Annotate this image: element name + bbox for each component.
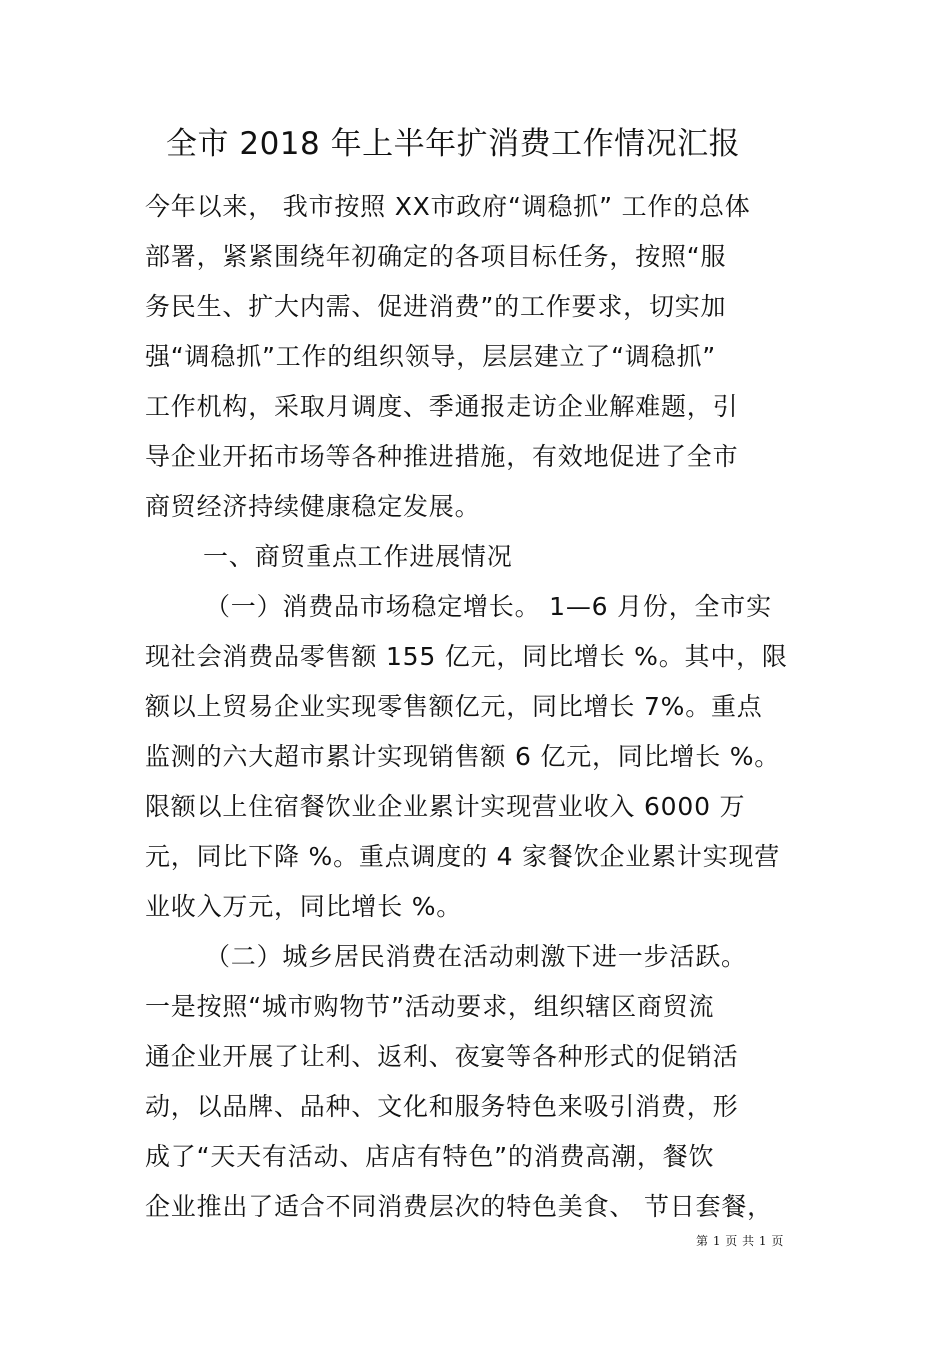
paragraph-line: 今年以来， 我市按照 XX市政府“调稳抓” 工作的总体 bbox=[145, 192, 751, 221]
paragraph-line: 导企业开拓市场等各种推进措施，有效地促进了全市 bbox=[145, 442, 739, 471]
document-title: 全市 2018 年上半年扩消费工作情况汇报 bbox=[166, 126, 741, 162]
subsection-heading: （一）消费品市场稳定增长。 1—6 月份，全市实 bbox=[205, 592, 772, 621]
paragraph-line: 业收入万元，同比增长 %。 bbox=[145, 892, 463, 921]
paragraph-line: 商贸经济持续健康稳定发展。 bbox=[145, 492, 481, 521]
paragraph-line: 务民生、扩大内需、促进消费”的工作要求，切实加 bbox=[145, 292, 727, 321]
paragraph-line: 限额以上住宿餐饮业企业累计实现营业收入 6000 万 bbox=[145, 792, 746, 821]
paragraph-line: 监测的六大超市累计实现销售额 6 亿元，同比增长 %。 bbox=[145, 742, 781, 771]
paragraph-line: 现社会消费品零售额 155 亿元，同比增长 %。其中，限 bbox=[145, 642, 788, 671]
page-number: 第 1 页 共 1 页 bbox=[696, 1234, 784, 1248]
paragraph-line: 工作机构，采取月调度、季通报走访企业解难题，引 bbox=[145, 392, 739, 421]
paragraph-line: 动，以品牌、品种、文化和服务特色来吸引消费，形 bbox=[145, 1092, 739, 1121]
paragraph-line: 通企业开展了让利、返利、夜宴等各种形式的促销活 bbox=[145, 1042, 739, 1071]
paragraph-line: 部署，紧紧围绕年初确定的各项目标任务，按照“服 bbox=[145, 242, 727, 271]
paragraph-line: 企业推出了适合不同消费层次的特色美食、 节日套餐， bbox=[145, 1192, 773, 1221]
paragraph-line: 一是按照“城市购物节”活动要求，组织辖区商贸流 bbox=[145, 992, 715, 1021]
paragraph-line: 强“调稳抓”工作的组织领导，层层建立了“调稳抓” bbox=[145, 342, 717, 371]
paragraph-line: 成了“天天有活动、店店有特色”的消费高潮，餐饮 bbox=[145, 1142, 715, 1171]
subsection-heading: （二）城乡居民消费在活动刺激下进一步活跃。 bbox=[205, 942, 747, 971]
paragraph-line: 元，同比下降 %。重点调度的 4 家餐饮企业累计实现营 bbox=[145, 842, 781, 871]
section-heading: 一、商贸重点工作进展情况 bbox=[203, 542, 513, 571]
paragraph-line: 额以上贸易企业实现零售额亿元，同比增长 7%。重点 bbox=[145, 692, 763, 721]
